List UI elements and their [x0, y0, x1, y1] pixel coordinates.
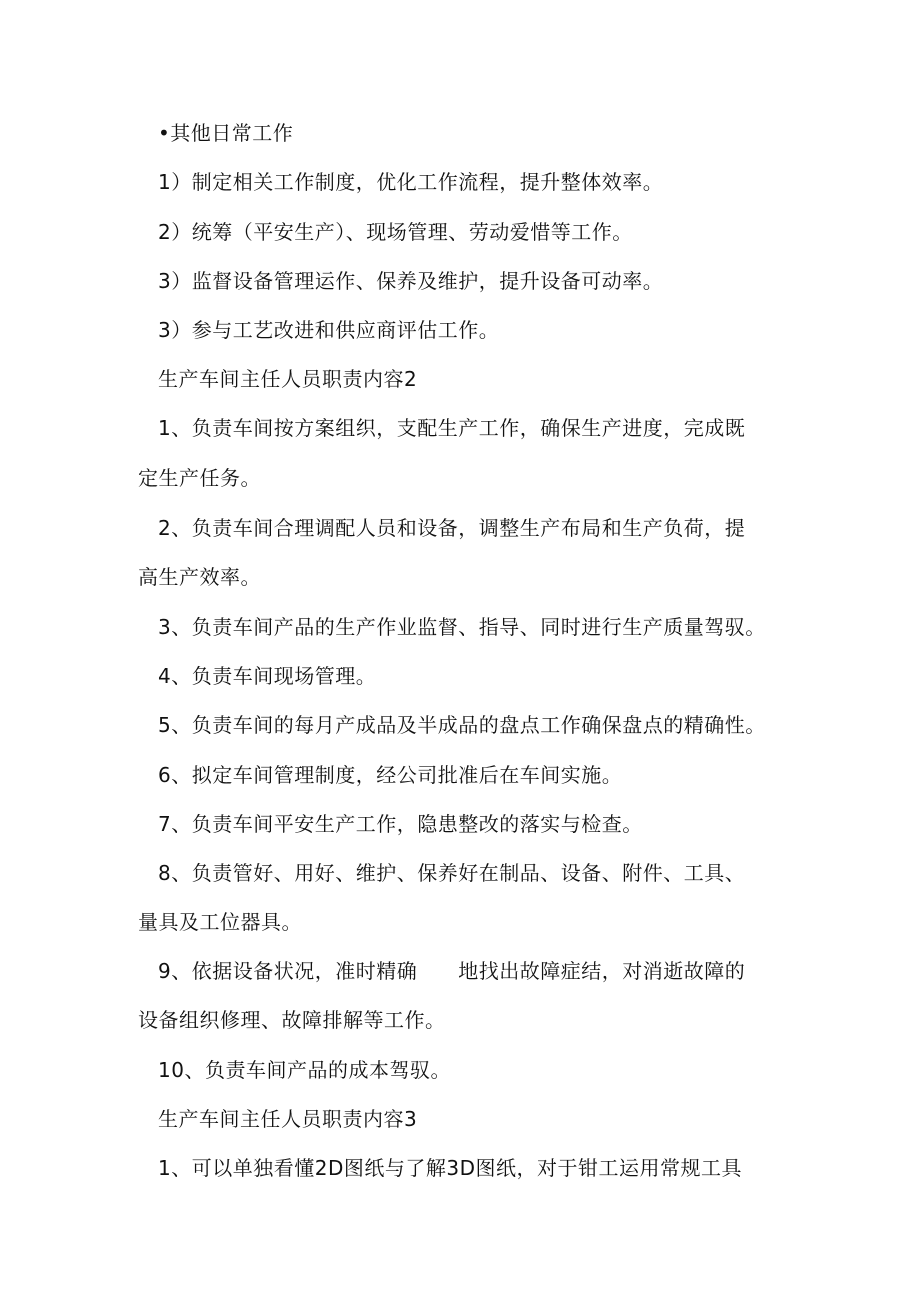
paragraph-line: 3）参与工艺改进和供应商评估工作。 [158, 318, 500, 342]
paragraph-line: 1）制定相关工作制度，优化工作流程，提升整体效率。 [158, 170, 664, 194]
paragraph-line: 设备组织修理、故障排解等工作。 [138, 1008, 446, 1032]
paragraph-line: 1、负责车间按方案组织，支配生产工作，确保生产进度，完成既 [158, 416, 746, 440]
paragraph-line: 8、负责管好、用好、维护、保养好在制品、设备、附件、工具、 [158, 861, 746, 885]
paragraph-line: 2、负责车间合理调配人员和设备，调整生产布局和生产负荷，提 [158, 516, 746, 540]
section-heading-duties-2: 生产车间主任人员职责内容2 [158, 367, 418, 391]
paragraph-line: 4、负责车间现场管理。 [158, 664, 377, 688]
paragraph-line: 1、可以单独看懂2D图纸与了解3D图纸，对于钳工运用常规工具 [158, 1156, 742, 1180]
section-heading-other-daily-work: •其他日常工作 [158, 121, 294, 145]
paragraph-line: 10、负责车间产品的成本驾驭。 [158, 1058, 451, 1082]
section-heading-duties-3: 生产车间主任人员职责内容3 [158, 1107, 418, 1131]
paragraph-line: 3）监督设备管理运作、保养及维护，提升设备可动率。 [158, 269, 664, 293]
paragraph-line: 7、负责车间平安生产工作，隐患整改的落实与检查。 [158, 812, 643, 836]
paragraph-line: 6、拟定车间管理制度，经公司批准后在车间实施。 [158, 763, 623, 787]
paragraph-line: 5、负责车间的每月产成品及半成品的盘点工作确保盘点的精确性。 [158, 713, 766, 737]
paragraph-line: 高生产效率。 [138, 565, 261, 589]
paragraph-line: 3、负责车间产品的生产作业监督、指导、同时进行生产质量驾驭。 [158, 615, 766, 639]
paragraph-line: 定生产任务。 [138, 466, 261, 490]
paragraph-line: 2）统筹（平安生产）、现场管理、劳动爱惜等工作。 [158, 220, 633, 244]
paragraph-line: 9、依据设备状况，准时精确 地找出故障症结，对消逝故障的 [158, 959, 746, 983]
paragraph-line: 量具及工位器具。 [138, 910, 302, 934]
